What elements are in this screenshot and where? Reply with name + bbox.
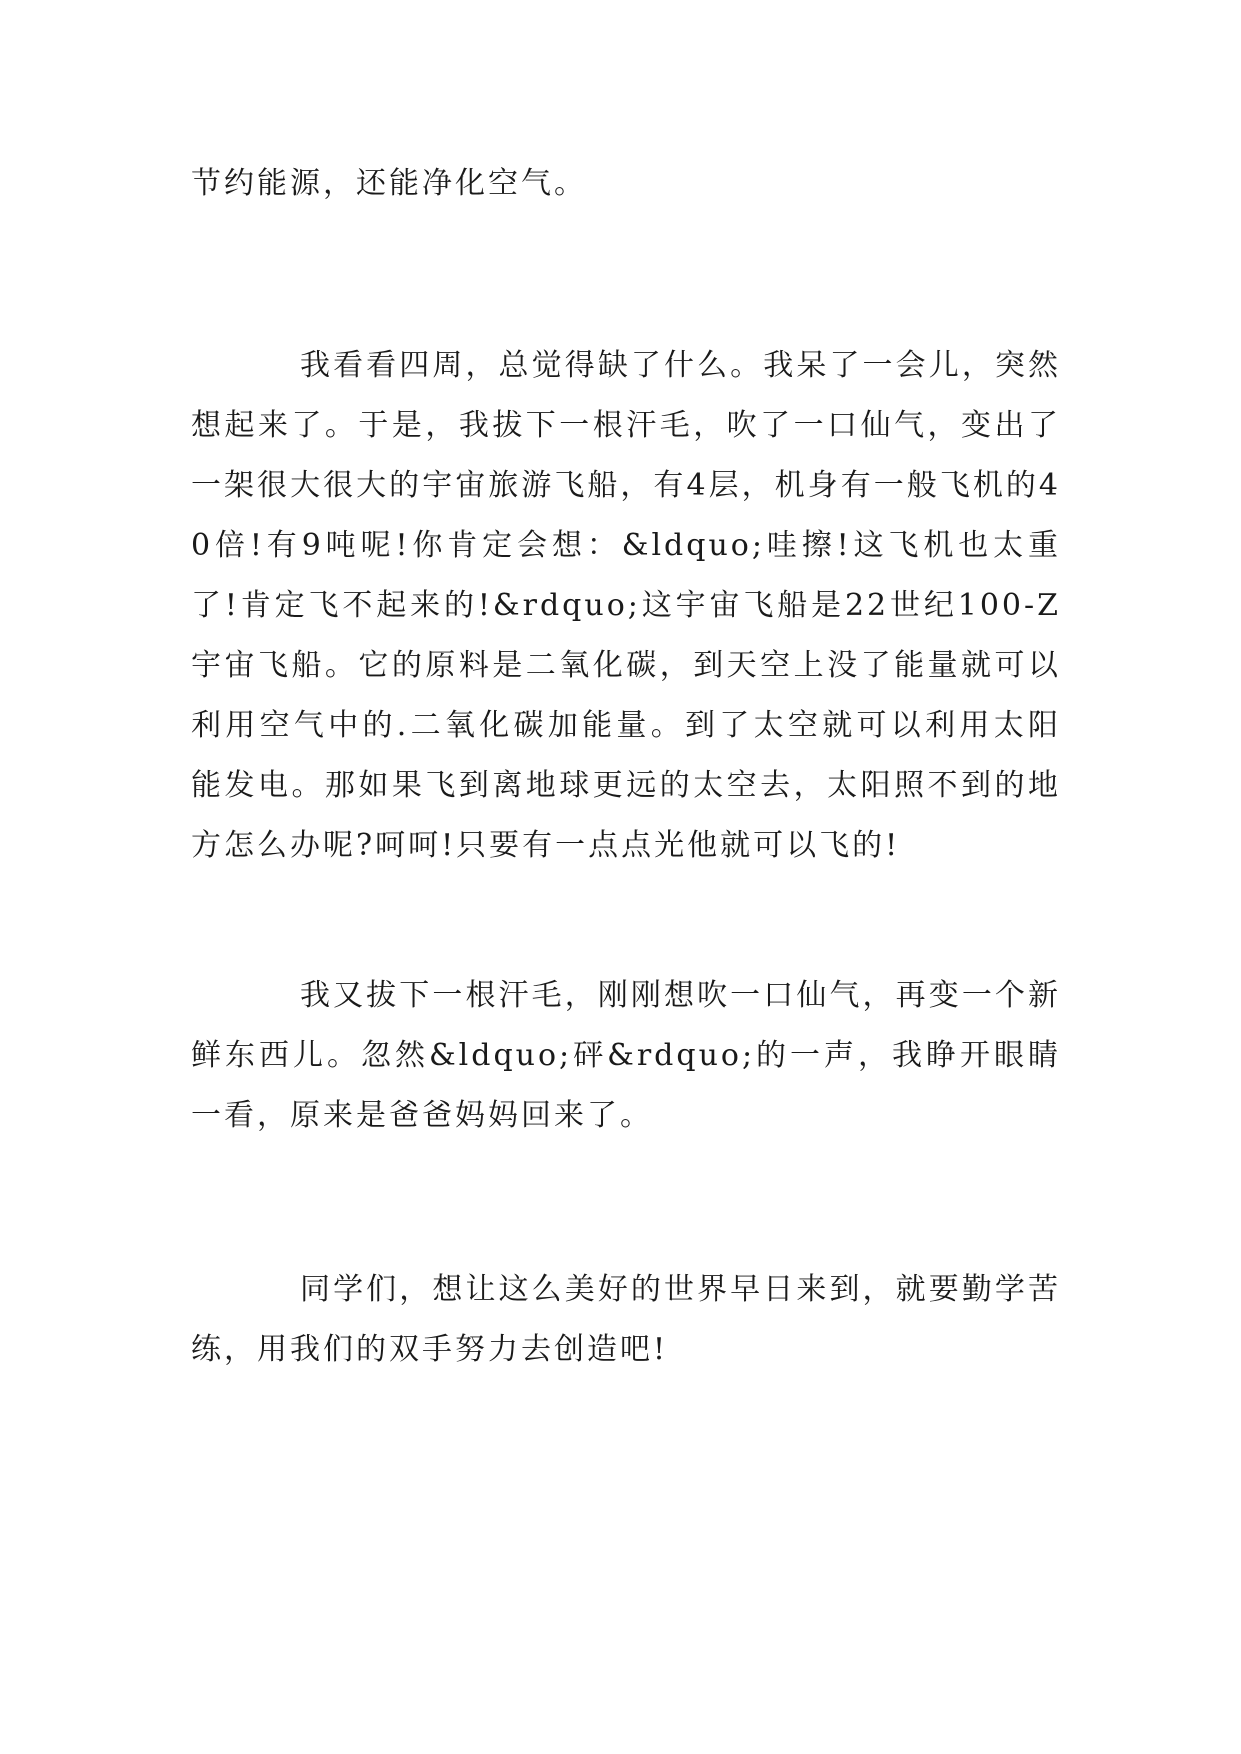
paragraph-3: 我又拔下一根汗毛，刚刚想吹一口仙气，再变一个新鲜东西儿。忽然&ldquo;砰&rdquo;的一声，我睁开眼睛一看，原来是爸爸妈妈回来了。: [191, 978, 1061, 1133]
paragraph-2: 我看看四周，总觉得缺了什么。我呆了一会儿，突然想起来了。于是，我拔下一根汗毛，吹了一口仙气，变出了一架很大很大的宇宙旅游飞船，有4层，机身有一般飞机的40倍!有9吨呢!你肯定会想：&ldquo;哇擦!这飞机也太重了!肯定飞不起来的!&rdquo;这宇宙飞船是22世纪100-Z宇宙飞船。它的原料是二氧化碳，到天空上没了能量就可以利用空气中的.二氧化碳加能量。到了太空就可以利用太阳能发电。那如果飞到离地球更远的太空去，太阳照不到的地方怎么办呢?呵呵!只要有一点点光他就可以飞的!: [191, 348, 1061, 863]
paragraph-4: 同学们，想让这么美好的世界早日来到，就要勤学苦练，用我们的双手努力去创造吧!: [191, 1272, 1061, 1367]
paragraph-1: 节约能源，还能净化空气。: [191, 166, 587, 201]
